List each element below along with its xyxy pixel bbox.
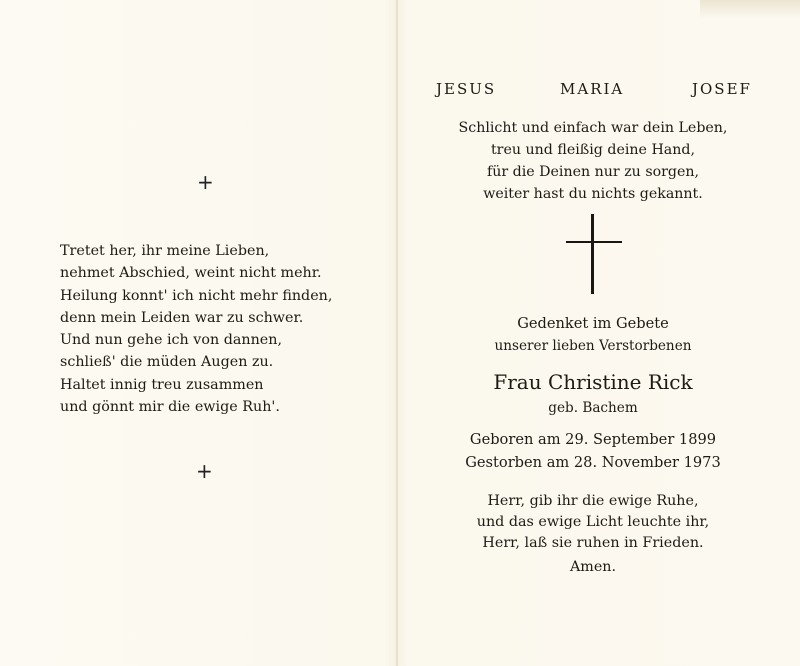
poem-line: Heilung konnt' ich nicht mehr finden,	[60, 287, 333, 304]
left-panel	[0, 0, 396, 666]
remembrance-line: unserer lieben Verstorbenen	[494, 338, 692, 354]
prayer-line: und das ewige Licht leuchte ihr,	[476, 514, 710, 530]
verse-line: Schlicht und einfach war dein Leben,	[458, 120, 728, 136]
header-jesus: JESUS	[436, 80, 497, 98]
birth-date: Geboren am 29. September 1899	[469, 431, 717, 448]
latin-cross-icon	[566, 214, 622, 294]
poem-line: Tretet her, ihr meine Lieben,	[60, 243, 270, 259]
farewell-poem	[60, 240, 380, 418]
right-panel	[398, 0, 800, 666]
death-date: Gestorben am 28. November 1973	[465, 454, 721, 471]
poem-line: nehmet Abschied, weint nicht mehr.	[60, 265, 322, 282]
prayer-line: Herr, gib ihr die ewige Ruhe,	[487, 493, 699, 509]
poem-line: und gönnt mir die ewige Ruh'.	[60, 399, 280, 416]
holy-family-header	[398, 80, 800, 100]
verse-line: treu und fleißig deine Hand,	[490, 142, 695, 158]
prayer-text	[398, 491, 788, 554]
header-josef: JOSEF	[692, 80, 752, 98]
birth-name: geb. Bachem	[548, 400, 638, 416]
prayer-line: Herr, laß sie ruhen in Frieden.	[482, 535, 704, 551]
poem-line: denn mein Leiden war zu schwer.	[60, 309, 304, 326]
small-cross-top: +	[197, 170, 214, 194]
remembrance-line: Gedenket im Gebete	[517, 315, 669, 332]
amen: Amen.	[569, 559, 617, 575]
small-cross-bottom: +	[196, 459, 213, 483]
memorial-verse	[398, 117, 788, 205]
poem-line: schließ' die müden Augen zu.	[60, 354, 274, 371]
deceased-name: Frau Christine Rick	[493, 370, 693, 394]
life-dates	[398, 428, 788, 474]
header-maria: MARIA	[560, 80, 625, 98]
poem-line: Und nun gehe ich von dannen,	[60, 332, 283, 349]
remembrance-text	[398, 313, 788, 357]
poem-line: Haltet innig treu zusammen	[60, 376, 264, 393]
verse-line: weiter hast du nichts gekannt.	[483, 186, 703, 202]
verse-line: für die Deinen nur zu sorgen,	[486, 164, 700, 180]
